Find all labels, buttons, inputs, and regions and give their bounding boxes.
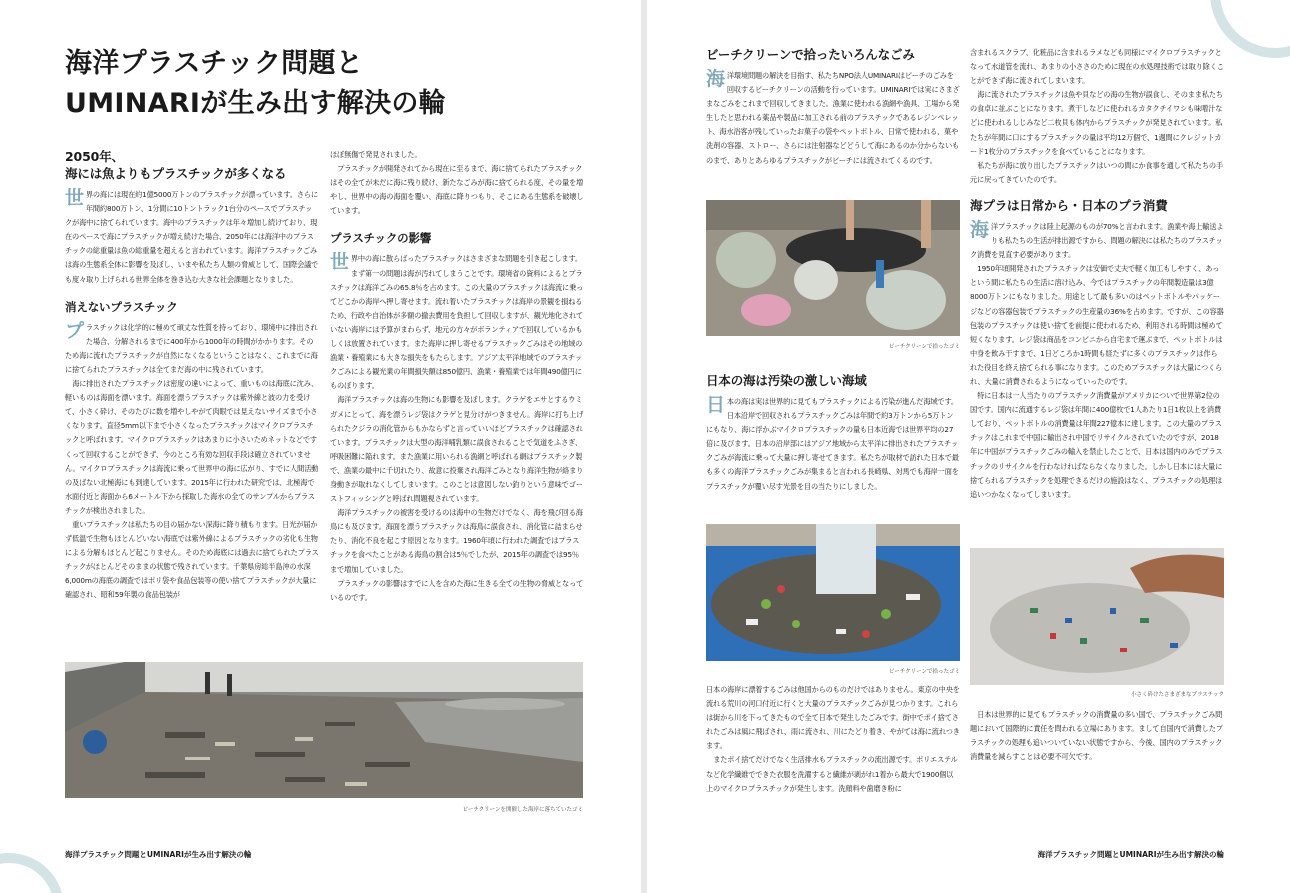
paragraph: 海洋プラスチックは陸上起源のものが70%と言われます。漁業や海上輸送よりも私たちの生活が排出源ですから、問題の解決には私たちのプラスチック消費を見直す必要があります。 — [970, 218, 1224, 260]
decorative-arc — [0, 853, 64, 893]
paragraph: 海に流されたプラスチックは魚や貝などの海の生物が誤食し、そのまま私たちの食卓に並ぶことになります。煮干しなどに使われるカタクチイワシも味噌汁などに使われるしじみなど二枚貝も体内からプラスチックが発見されています。私たちが年間に口にするプラスチックの量は平均12万個で、1週間にクレジットカード1枚分のプラスチックを食べていることになります。 — [970, 90, 1223, 156]
page-footer: 海洋プラスチック問題とUMINARIが生み出す解決の輪 — [1037, 850, 1224, 859]
left-page — [0, 0, 641, 893]
paragraph: 世界の海には現在約1億5000万トンのプラスチックが漂っています。さらに年間約800万トン、1分間に10トントラック1台分のペースでプラスチックが海中に捨てられています。海中のプラスチックは年々増加し続けており、現在のペースで海にプラスチックが増え続けた場合、2050年には海洋中のプラスチックの総重量は魚の総重量を超えると言われています。海洋プラスチックごみは海の生態系全体に影響を及ぼし、いまや私たち人類の脅威として、国際会議でも度々取り上げられる世界全体を巻き込む大きな社会課題となりました。 — [65, 187, 319, 284]
collected-garbage-photo — [706, 200, 960, 336]
paragraph: 世界中の海に散らばったプラスチックはさまざまな問題を引き起こします。まず第一の問題は海が汚れてしまうことです。環境省の資料によるとプラスチックは海洋ごみの65.8％を占めます。この大量のプラスチックは海流に乗ってどこかの海岸へ押し寄せます。流れ着いたプラスチックは海岸の景観を損ねるため、行政や自治体が多額の撤去費用を負担して回収しますが、観光地化されていない海岸には予算がまわらず、地元の方々がボランティアで回収しているかもしくは放置されています。また海岸に押し寄せるプラスチックごみはその地域の漁業・養殖業にも大きな損失をもたらします。アジア太平洋地域でのプラスチックごみによる観光業の年間損失額は850億円、漁業・養殖業では年間490億円にものぼります。 — [330, 251, 584, 391]
plastic-waste-photo — [706, 524, 960, 661]
section-heading-japan-sea: 日本の海は汚染の激しい海域 — [706, 373, 867, 388]
photo-caption: 小さく砕けたさまざまなプラスチック — [1130, 692, 1224, 698]
paragraph: 海に排出されたプラスチックは密度の違いによって、重いものは海底に沈み、軽いものは海面を漂います。海面を漂うプラスチックは紫外線と波の力を受けて、小さく砕け、そのたびに数を増やしやがて肉眼では見えないサイズまで小さくなります。直径5mm以下まで小さくなったプラスチックはマイクロプラスチックと呼ばれます。マイクロプラスチックはあまりに小さいためネットなどですくって回収することができず、今のところ有効な回収手段は確立されていません。マイクロプラスチックは海流に乗って世界中の海に広がり、すでに人間活動の及ばない北極海にも到達しています。2015年に行われた研究では、北極海で水面付近と海面から6メートル下から採取した海水の全てのサンプルからプラスチックが検出されました。 — [65, 379, 319, 515]
title-line-1: 海洋プラスチック問題と — [65, 48, 364, 79]
page-footer: 海洋プラスチック問題とUMINARIが生み出す解決の輪 — [65, 850, 252, 859]
beach-litter-photo — [65, 662, 583, 798]
section-heading-2050: 2050年、 海には魚よりもプラスチックが多くなる — [65, 149, 287, 181]
right-column-1 — [706, 46, 960, 168]
right-column-1c — [706, 683, 960, 796]
left-column-2 — [330, 148, 584, 605]
section-heading-disappearing: 消えないプラスチック — [65, 299, 178, 314]
right-column-2 — [970, 46, 1224, 502]
drop-cap: 世 — [330, 251, 349, 274]
drop-cap: 世 — [65, 187, 84, 209]
article-title — [65, 44, 446, 124]
drop-cap: プ — [65, 319, 84, 342]
left-column-1 — [65, 148, 319, 603]
paragraph: 海洋プラスチックは海の生物にも影響を及ぼします。クラゲをエサとするウミガメにとって、海を漂うレジ袋はクラゲと見分けがつきません。海岸に打ち上げられたクジラの消化管からもかならずと言っていいほどプラスチックは確認されています。プラスチックは大型の海洋哺乳類に誤食されることで気道をふさぎ、呼吸困難に陥れます。また漁業に用いられる漁網と呼ばれる網はプラスチック製で、漁業の最中に千切れたり、故意に投棄され海洋ごみとなり海洋生物が絡まり身動きが取れなくしてしまいます。このことは意図しない釣りという意味でゴーストフィッシングと呼ばれ問題視されています。 — [330, 395, 584, 504]
paragraph: 海洋プラスチックの被害を受けるのは海中の生物だけでなく、海を飛び回る海鳥にも及びます。海面を漂うプラスチックは海鳥に誤食され、消化管に詰まらせたり、消化不良を起こす原因となります。1960年頃に行われた調査ではプラスチックを食べたことがある海鳥の割合は5％でしたが、2015年の調査では95％まで増加していました。 — [330, 508, 583, 574]
section-heading-beach-clean: ビーチクリーンで拾ったいろんなごみ — [706, 47, 915, 62]
paragraph: プラスチックは化学的に極めて頑丈な性質を持っており、環境中に排出された場合、分解されるまでに400年から1000年の時間がかかります。そのため海に流れたプラスチックが自然になくなるということはなく、これまでに海に捨てられたプラスチックは全てまだ海の中に残されています。 — [65, 319, 318, 374]
photo-caption: ビーチクリーンを開催した海岸に落ちていたゴミ — [462, 807, 583, 813]
paragraph: 日本は世界的に見てもプラスチックの消費量の多い国で、プラスチックごみ問題において国際的に責任を問われる立場にあります。まして自国内で消費したプラスチックの処理も追いついていない状態ですから、今後、国内のプラスチック消費量を減らすことは必要不可欠です。 — [970, 710, 1223, 762]
right-column-2b — [970, 708, 1224, 764]
paragraph: 日本の海は実は世界的に見てもプラスチックによる汚染が進んだ海域です。日本沿岸で回収されるプラスチックごみは年間で約3万トンから5万トンにもなり、海に浮かぶマイクロプラスチックの量も日本近海では世界平均の27倍に及びます。日本の沿岸部にはアジア地域から太平洋に排出されたプラスチックごみが海流に乗って大量に押し寄せてきます。私たちが取材で訪れた日本で最も多くの海洋プラスチックごみが集まると言われる長崎県、対馬でも海岸一面をプラスチックが覆い尽す光景を目の当たりにしました。 — [706, 394, 959, 491]
paragraph: ほぼ無傷で発見されました。 — [330, 150, 422, 159]
paragraph: 1950年頃開発されたプラスチックは安価で丈夫で軽く加工もしやすく、あっという間に私たちの生活に溶け込み、今ではプラスチックの年間製造量は3億8000万トンにもなりました。用途として最も多いのはペットボトルやパッケージなどの容器包装でプラスチックの生産量の36%を占めます。ですが、この容器包装のプラスチックは使い捨てを前提に使われるため、利用される時間は極めて短くなります。レジ袋は商品をコンビニから自宅まで運ぶまで、ペットボトルは中身を飲み干すまで、1日どころか1時間も経たずに多くのプラスチックは作られた役目を終え捨てられる事になります。このためプラスチックは大量につくられ、大量に消費されるようになっていったのです。 — [970, 264, 1224, 386]
photo-caption: ビーチクリーンで拾ったゴミ — [889, 669, 960, 675]
microplastic-hand-photo — [970, 548, 1224, 685]
paragraph: 私たちが海に放り出したプラスチックはいつの間にか食事を通して私たちの手元に戻ってきていたのです。 — [970, 160, 1223, 184]
photo-caption: ビーチクリーンで拾ったゴミ — [889, 344, 960, 350]
paragraph: またポイ捨てだけでなく生活排水もプラスチックの流出源です。ポリエステルなど化学繊維でできた衣服を洗濯すると繊維が剥がれ1着から最大で1900個以上のマイクロプラスチックが発生します。洗顔料や歯磨き粉に — [706, 755, 958, 793]
section-heading-japan-consumption: 海プラは日常から・日本のプラ消費 — [970, 197, 1168, 213]
drop-cap: 日 — [706, 394, 725, 416]
paragraph: 含まれるスクラブ、化粧品に含まれるラメなども同様にマイクロプラスチックとなって水道管を流れ、あまりの小ささのために現在の水処理技術では取り除くことができず海に流されてしまいます。 — [970, 48, 1224, 86]
paragraph: 特に日本は一人当たりのプラスチック消費量がアメリカについで世界第2位の国です。国内に流通するレジ袋は年間に400億枚で1人あたり1日1枚以上を消費しており、ペットボトルの消費量は年間227億本に達します。この大量のプラスチックはこれまで中国に輸出され中国でリサイクルされていたのですが、2018年に中国がプラスチックごみの輸入を禁止したことで、日本は国内のみでプラスチックのリサイクルを行わなければならなくなりました。しかし日本には大量に捨てられるプラスチックを処理できるだけの施設はなく、プラスチックの処理は追いつかなくなってしまいます。 — [970, 391, 1223, 499]
paragraph: プラスチックが開発されてから現在に至るまで、海に捨てられたプラスチックはその全てが未だに海に残り続け、新たなごみが海に捨てられる度、その量を増やし、世界中の海の海面を覆い、海底に降りつもり、そこにある生態系を破壊しています。 — [330, 164, 584, 216]
paragraph: 海洋環境問題の解決を目指す、私たちNPO法人UMINARIはビーチのごみを回収するビーチクリーンの活動を行っています。UMINARIでは実にさまざまなごみをこれまで回収してきました。漁業に使われる漁網や漁具、工場から発生したと思われる薬品や製品に加工される前のプラスチックであるレジンペレット、海水浴客が残していったお菓子の袋やペットボトル、日常で使われる、菓や洗剤の容器、ストロー、さらには注射器などどうして海にあるのか分からないものまで、ありとあらゆるプラスチックがビーチには流されてくるのです。 — [706, 68, 960, 165]
right-page — [647, 0, 1290, 893]
drop-cap: 海 — [970, 218, 989, 241]
right-column-1b — [706, 372, 960, 494]
paragraph: 日本の海岸に漂着するごみは他国からのものだけではありません。東京の中央を流れる荒川の河口付近に行くと大量のプラスチックごみが見つかります。これらは街から川を下ってきたもので全て日本で発生したごみです。街中でポイ捨てされたごみは風に飛ばされ、雨に流され、川にたどり着き、やがては海に流れつきます。 — [706, 685, 960, 751]
section-heading-impact: プラスチックの影響 — [330, 231, 432, 246]
title-line-2: UMINARIが生み出す解決の輪 — [65, 88, 446, 119]
drop-cap: 海 — [706, 68, 725, 90]
paragraph: 重いプラスチックは私たちの目の届かない深海に降り積もります。日光が届かず低温で生物もほとんどいない海底では紫外線によるプラスチックの劣化も生物による分解もほとんど起こりません。そのため海底には過去に捨てられたプラスチックがほとんどそのままの状態で残されています。千葉県房総半島沖の水深6,000mの海底の調査ではポリ袋や食品包装等の使い捨てプラスチックが大量に確認され、昭和59年製の食品包装が — [65, 519, 319, 600]
paragraph: プラスチックの影響はすでに人を含めた海に生きる全ての生物の脅威となっているのです。 — [330, 578, 584, 602]
